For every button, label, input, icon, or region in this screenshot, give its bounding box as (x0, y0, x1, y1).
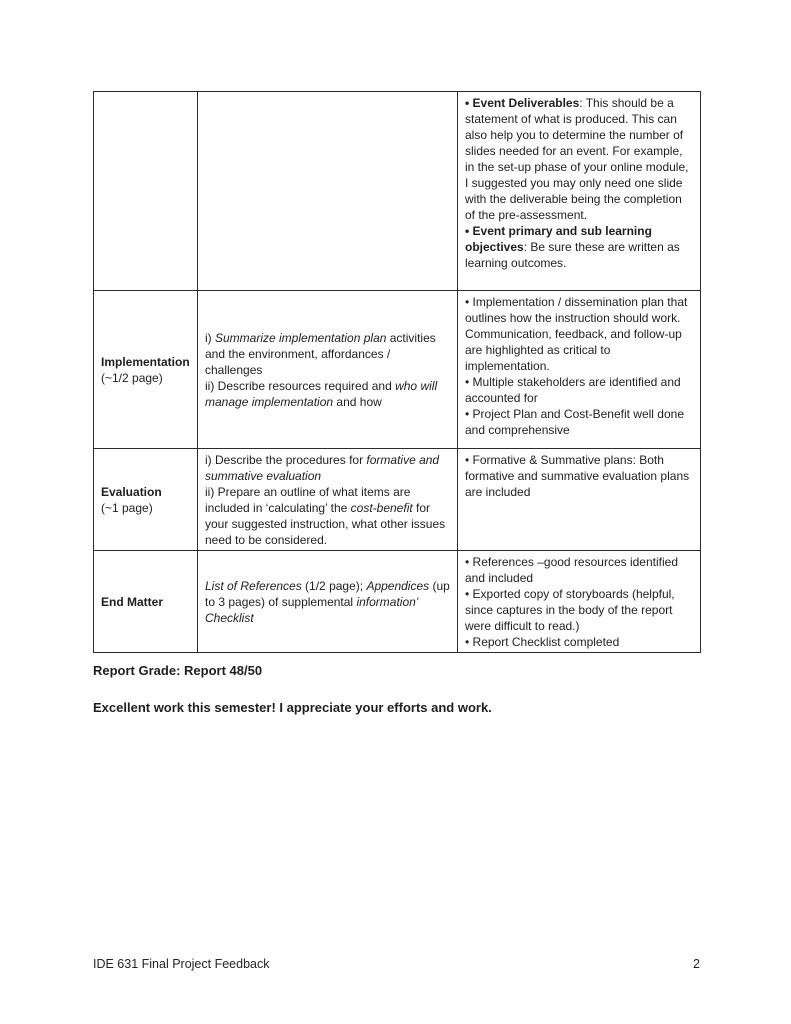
feedback-cell (458, 551, 701, 653)
paragraph (465, 554, 693, 586)
text-run: Evaluation (101, 485, 162, 499)
paragraph (465, 223, 693, 271)
closing-remark-text: Excellent work this semester! I appreciate your efforts and work. (93, 700, 492, 715)
section-label-cell (94, 92, 198, 291)
text-run: End Matter (101, 595, 164, 609)
text-run: • Event Deliverables (465, 96, 580, 110)
text-run: (~1 page) (101, 501, 153, 515)
paragraph (101, 370, 190, 386)
text-run: • Exported copy of storyboards (helpful, since captures in the body of the report were difficult to read.) (465, 587, 675, 633)
text-run: i) Describe the procedures for (205, 453, 367, 467)
paragraph (465, 634, 693, 650)
paragraph (465, 452, 693, 500)
paragraph (101, 500, 190, 516)
paragraph (205, 610, 450, 626)
feedback-cell (458, 449, 701, 551)
section-label-cell (94, 449, 198, 551)
text-run: • Project Plan and Cost-Benefit well done and comprehensive (465, 407, 684, 437)
text-run: i) (205, 331, 215, 345)
text-run: • Report Checklist completed (465, 635, 620, 649)
feedback-cell (458, 291, 701, 449)
text-run: ii) Describe resources required and (205, 379, 396, 393)
table-row-implementation (94, 291, 701, 449)
page-footer (93, 957, 700, 971)
paragraph (205, 452, 450, 484)
paragraph (465, 374, 693, 406)
report-grade-text: Report Grade: Report 48/50 (93, 663, 263, 678)
text-run: who will manage implementation (205, 379, 438, 409)
paragraph (101, 484, 190, 500)
text-run: : This should be a statement of what is produced. This can also help you to determine the number of slides needed for an event. For example, in the set-up phase of your online module, I suggested you may only need one slide with the deliverable being the completion of the pre-assessment. (465, 96, 689, 222)
text-run: • Formative & Summative plans: Both formative and summative evaluation plans are included (465, 453, 690, 499)
section-label-cell (94, 291, 198, 449)
paragraph (205, 378, 450, 410)
paragraph (101, 354, 190, 370)
paragraph (465, 95, 693, 223)
paragraph (205, 578, 450, 610)
text-run: Checklist (205, 611, 254, 625)
paragraph (205, 484, 450, 548)
table-row-evaluation (94, 449, 701, 551)
feedback-cell (458, 92, 701, 291)
requirements-cell (198, 551, 458, 653)
paragraph (465, 586, 693, 634)
footer-document-title: IDE 631 Final Project Feedback (93, 957, 270, 971)
text-run: for your suggested instruction, what other issues need to be considered. (205, 501, 446, 547)
footer-page-number: 2 (693, 957, 700, 971)
text-run: • References –good resources identified and included (465, 555, 678, 585)
paragraph (205, 330, 450, 378)
text-run: (~1/2 page) (101, 371, 163, 385)
table-row-event-continued (94, 92, 701, 291)
requirements-cell (198, 291, 458, 449)
text-run: (1/2 page); (301, 579, 367, 593)
paragraph (465, 406, 693, 438)
table-row-end-matter (94, 551, 701, 653)
text-run: • Implementation / dissemination plan that outlines how the instruction should work. Communication, feedback, and follow-up are highlighted as critical to implementation. (465, 295, 688, 373)
text-run: List of References (205, 579, 302, 593)
text-run: • Event primary and sub learning objectives (465, 224, 652, 254)
text-run: • Multiple stakeholders are identified and accounted for (465, 375, 681, 405)
section-label-cell (94, 551, 198, 653)
text-run: and how (333, 395, 382, 409)
paragraph (101, 594, 190, 610)
feedback-table (93, 91, 701, 653)
text-run: information’ (356, 595, 419, 609)
text-run: Summarize implementation plan (215, 331, 387, 345)
text-run: cost-benefit (350, 501, 413, 515)
text-run: formative and summative evaluation (205, 453, 440, 483)
requirements-cell (198, 449, 458, 551)
text-run: activities and the environment, affordances / challenges (205, 331, 436, 377)
text-run: (up to 3 pages) of supplemental (205, 579, 450, 609)
requirements-cell (198, 92, 458, 291)
paragraph (465, 294, 693, 374)
text-run: Appendices (366, 579, 430, 593)
text-run: Implementation (101, 355, 190, 369)
text-run: ii) Prepare an outline of what items are included in ‘calculating’ the (205, 485, 411, 515)
text-run: : Be sure these are written as learning outcomes. (465, 240, 680, 270)
